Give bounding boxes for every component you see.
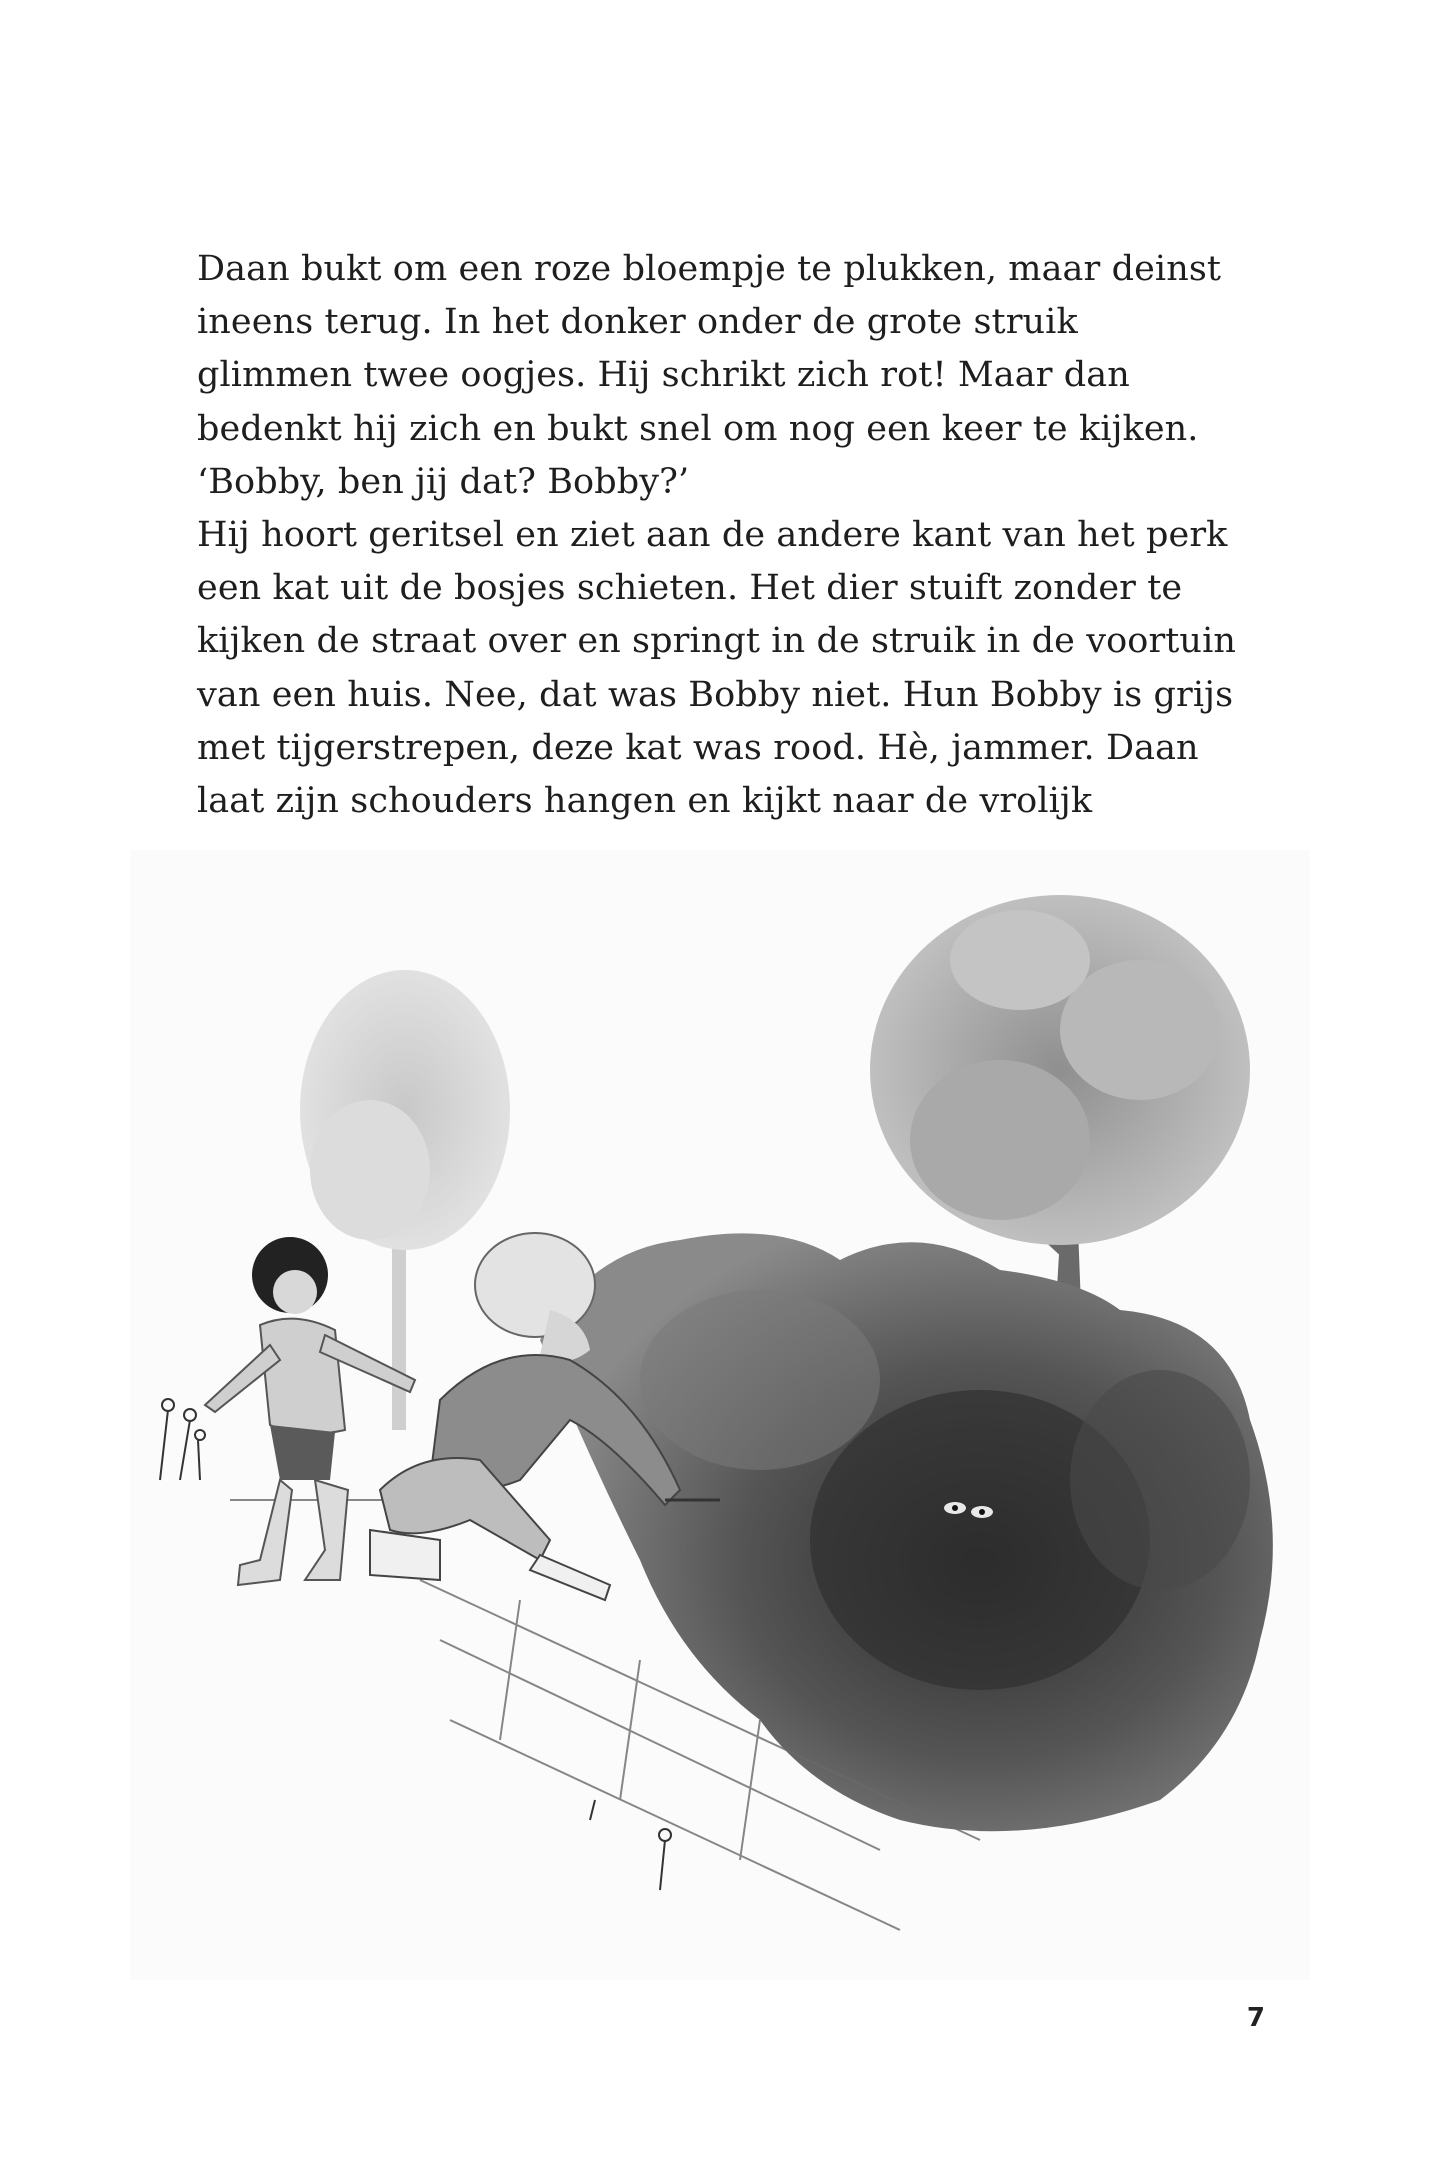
story-line: laat zijn schouders hangen en kijkt naar de vrolijk	[197, 781, 1093, 822]
story-line: bedenkt hij zich en bukt snel om nog een keer te kijken.	[197, 408, 1199, 449]
story-line: met tijgerstrepen, deze kat was rood. Hè, jammer. Daan	[197, 727, 1199, 768]
story-line: Hij hoort geritsel en ziet aan de andere kant van het perk	[197, 515, 1228, 556]
garden-illustration	[120, 840, 1320, 1990]
story-line: ineens terug. In het donker onder de grote struik	[197, 302, 1078, 343]
page-number: 7	[1246, 2003, 1265, 2033]
story-line: kijken de straat over en springt in de struik in de voortuin	[197, 621, 1237, 662]
story-line: glimmen twee oogjes. Hij schrikt zich rot! Maar dan	[197, 355, 1130, 396]
story-line: een kat uit de bosjes schieten. Het dier stuift zonder te	[197, 568, 1183, 609]
story-line: ‘Bobby, ben jij dat? Bobby?’	[197, 461, 690, 502]
story-text	[197, 243, 1257, 828]
story-line: Daan bukt om een roze bloempje te plukken, maar deinst	[197, 249, 1222, 289]
story-line: van een huis. Nee, dat was Bobby niet. Hun Bobby is grijs	[197, 674, 1234, 715]
